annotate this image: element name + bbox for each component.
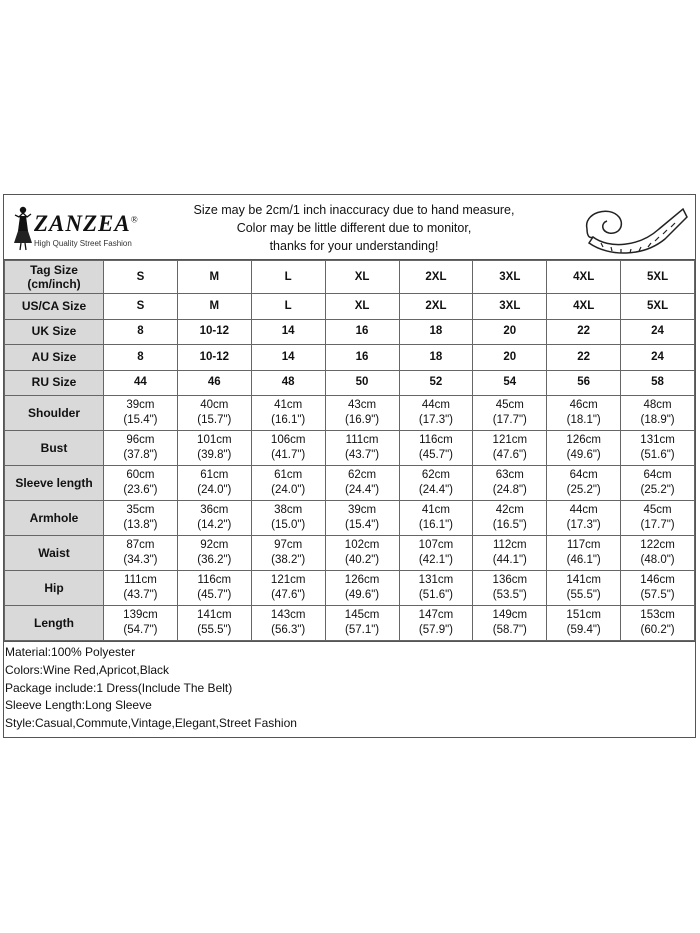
cm-value: 126cm: [344, 574, 380, 586]
cm-value: 147cm: [418, 609, 454, 621]
inch-value: (16.9"): [345, 414, 380, 426]
inch-value: (51.6"): [418, 589, 453, 601]
measurement-cell: [547, 501, 621, 536]
brand-logo: [8, 201, 158, 253]
cm-value: 111cm: [124, 574, 157, 586]
row-label: Waist: [5, 536, 104, 571]
measurement-cell: [251, 606, 325, 641]
cm-value: 87cm: [126, 539, 155, 551]
inch-value: (14.2"): [197, 519, 232, 531]
inch-value: (16.1"): [271, 414, 306, 426]
cm-value: 64cm: [643, 469, 672, 481]
cm-value: 97cm: [274, 539, 303, 551]
inch-value: (15.0"): [271, 519, 306, 531]
conversion-row: [5, 370, 695, 396]
inch-value: (57.9"): [418, 624, 453, 636]
row-label: Armhole: [5, 501, 104, 536]
size-header-cell: S: [104, 261, 178, 294]
inch-value: (15.7"): [197, 414, 232, 426]
inch-value: (24.0"): [271, 484, 306, 496]
measurement-cell: [399, 501, 473, 536]
inch-value: (18.1"): [566, 414, 601, 426]
cm-value: 35cm: [126, 504, 155, 516]
size-value-cell: 24: [621, 319, 695, 345]
measurement-cell: [473, 396, 547, 431]
inch-value: (49.6"): [566, 449, 601, 461]
measurement-cell: [473, 431, 547, 466]
measurement-cell: [177, 536, 251, 571]
size-value-cell: 22: [547, 345, 621, 371]
cm-value: 63cm: [495, 469, 524, 481]
material-line: Material:100% Polyester: [5, 645, 136, 659]
size-header-cell: XL: [325, 261, 399, 294]
measurement-cell: [104, 536, 178, 571]
measurement-cell: [325, 571, 399, 606]
size-value-cell: 24: [621, 345, 695, 371]
cm-value: 131cm: [640, 434, 675, 446]
size-chart: [3, 194, 696, 738]
measurement-cell: [177, 431, 251, 466]
cm-value: 36cm: [200, 504, 229, 516]
inch-value: (58.7"): [492, 624, 527, 636]
size-value-cell: 2XL: [399, 294, 473, 320]
inch-value: (47.6"): [492, 449, 527, 461]
product-info: [4, 641, 695, 737]
measurement-cell: [325, 431, 399, 466]
measurement-cell: [399, 466, 473, 501]
measurement-cell: [621, 431, 695, 466]
measurement-cell: [251, 396, 325, 431]
inch-value: (57.5"): [640, 589, 675, 601]
measurement-cell: [621, 571, 695, 606]
measurement-cell: [177, 606, 251, 641]
size-value-cell: L: [251, 294, 325, 320]
inch-value: (37.8"): [123, 449, 158, 461]
inch-value: (43.7"): [123, 589, 158, 601]
measurement-cell: [251, 571, 325, 606]
size-value-cell: M: [177, 294, 251, 320]
inch-value: (42.1"): [418, 554, 453, 566]
cm-value: 121cm: [492, 434, 528, 446]
size-value-cell: 5XL: [621, 294, 695, 320]
size-header-cell: 2XL: [399, 261, 473, 294]
size-value-cell: 16: [325, 319, 399, 345]
size-value-cell: 14: [251, 319, 325, 345]
inch-value: (16.1"): [418, 519, 453, 531]
inch-value: (54.7"): [123, 624, 158, 636]
notice-line: Color may be little different due to monitor,: [236, 221, 472, 235]
fashion-figure-icon: [10, 205, 36, 251]
inch-value: (17.7"): [640, 519, 675, 531]
measurement-cell: [621, 396, 695, 431]
cm-value: 43cm: [348, 399, 377, 411]
inch-value: (41.7"): [271, 449, 306, 461]
inch-value: (36.2"): [197, 554, 232, 566]
size-value-cell: 46: [177, 370, 251, 396]
measurement-cell: [251, 431, 325, 466]
measurement-row: [5, 571, 695, 606]
inch-value: (24.4"): [345, 484, 380, 496]
size-header-cell: 5XL: [621, 261, 695, 294]
measurement-cell: [473, 536, 547, 571]
cm-value: 61cm: [274, 469, 303, 481]
measurement-cell: [177, 466, 251, 501]
size-value-cell: 8: [104, 319, 178, 345]
size-value-cell: 3XL: [473, 294, 547, 320]
inch-value: (48.0"): [640, 554, 675, 566]
inch-value: (24.0"): [197, 484, 232, 496]
measurement-cell: [547, 606, 621, 641]
cm-value: 111cm: [345, 434, 379, 446]
size-value-cell: 50: [325, 370, 399, 396]
measurement-cell: [177, 396, 251, 431]
size-header-cell: 4XL: [547, 261, 621, 294]
size-header-cell: 3XL: [473, 261, 547, 294]
measurement-cell: [547, 396, 621, 431]
cm-value: 131cm: [418, 574, 454, 586]
size-value-cell: 10-12: [177, 319, 251, 345]
size-table: [4, 260, 695, 641]
row-label: UK Size: [5, 319, 104, 345]
cm-value: 96cm: [126, 434, 155, 446]
size-value-cell: 18: [399, 345, 473, 371]
tag-size-label-line: (cm/inch): [27, 277, 81, 291]
size-value-cell: 20: [473, 319, 547, 345]
measurement-cell: [399, 606, 473, 641]
size-header-cell: L: [251, 261, 325, 294]
cm-value: 102cm: [344, 539, 380, 551]
inch-value: (43.7"): [345, 449, 380, 461]
tag-size-label-line: Tag Size: [30, 263, 78, 277]
measurement-cell: [104, 466, 178, 501]
inch-value: (25.2"): [566, 484, 601, 496]
cm-value: 48cm: [643, 399, 672, 411]
measurement-cell: [399, 396, 473, 431]
conversion-row: [5, 345, 695, 371]
cm-value: 116cm: [419, 434, 453, 446]
cm-value: 44cm: [421, 399, 450, 411]
inch-value: (23.6"): [123, 484, 158, 496]
row-label: Hip: [5, 571, 104, 606]
inch-value: (47.6"): [271, 589, 306, 601]
measurement-cell: [251, 501, 325, 536]
size-value-cell: 52: [399, 370, 473, 396]
measurement-cell: [547, 431, 621, 466]
measurement-cell: [104, 396, 178, 431]
cm-value: 112cm: [492, 539, 527, 551]
size-value-cell: XL: [325, 294, 399, 320]
cm-value: 121cm: [270, 574, 306, 586]
size-value-cell: 56: [547, 370, 621, 396]
inch-value: (39.8"): [197, 449, 232, 461]
cm-value: 141cm: [566, 574, 601, 586]
measurement-cell: [177, 501, 251, 536]
size-value-cell: S: [104, 294, 178, 320]
cm-value: 143cm: [270, 609, 306, 621]
colors-line: Colors:Wine Red,Apricot,Black: [5, 662, 170, 677]
measurement-row: [5, 606, 695, 641]
inch-value: (51.6"): [640, 449, 675, 461]
measurement-cell: [621, 466, 695, 501]
row-label: Shoulder: [5, 396, 104, 431]
measurement-cell: [325, 501, 399, 536]
size-value-cell: 54: [473, 370, 547, 396]
row-label: Sleeve length: [5, 466, 104, 501]
measurement-cell: [621, 501, 695, 536]
size-value-cell: 22: [547, 319, 621, 345]
row-label: US/CA Size: [5, 294, 104, 320]
measurement-row: [5, 466, 695, 501]
measurement-cell: [547, 536, 621, 571]
size-value-cell: 58: [621, 370, 695, 396]
size-value-cell: 44: [104, 370, 178, 396]
measurement-cell: [547, 466, 621, 501]
inch-value: (46.1"): [566, 554, 601, 566]
tag-size-label: [5, 261, 104, 294]
measurement-cell: [104, 431, 178, 466]
measurement-cell: [399, 571, 473, 606]
cm-value: 41cm: [274, 399, 303, 411]
measuring-tape-icon: [579, 199, 689, 255]
inch-value: (34.3"): [123, 554, 158, 566]
cm-value: 136cm: [492, 574, 528, 586]
cm-value: 92cm: [200, 539, 229, 551]
cm-value: 62cm: [348, 469, 377, 481]
measurement-row: [5, 396, 695, 431]
measurement-cell: [325, 606, 399, 641]
brand-name: ZANZEA®: [34, 211, 139, 236]
cm-value: 42cm: [495, 504, 524, 516]
cm-value: 141cm: [197, 609, 232, 621]
measurement-cell: [251, 536, 325, 571]
measurement-cell: [547, 571, 621, 606]
measurement-cell: [325, 466, 399, 501]
cm-value: 45cm: [643, 504, 672, 516]
package-line: Package include:1 Dress(Include The Belt): [5, 680, 233, 695]
row-label: Bust: [5, 431, 104, 466]
measurement-cell: [473, 466, 547, 501]
inch-value: (45.7"): [197, 589, 232, 601]
inch-value: (15.4"): [345, 519, 380, 531]
inch-value: (38.2"): [271, 554, 306, 566]
cm-value: 153cm: [640, 609, 675, 621]
measurement-cell: [177, 571, 251, 606]
cm-value: 44cm: [569, 504, 598, 516]
inch-value: (13.8"): [123, 519, 158, 531]
cm-value: 126cm: [566, 434, 601, 446]
cm-value: 122cm: [640, 539, 675, 551]
size-value-cell: 20: [473, 345, 547, 371]
cm-value: 46cm: [569, 399, 598, 411]
inch-value: (59.4"): [566, 624, 601, 636]
cm-value: 38cm: [274, 504, 303, 516]
cm-value: 146cm: [640, 574, 675, 586]
chart-header: [4, 195, 695, 260]
notice-line: Size may be 2cm/1 inch inaccuracy due to hand measure,: [193, 203, 515, 217]
inch-value: (44.1"): [492, 554, 527, 566]
inch-value: (53.5"): [492, 589, 527, 601]
inch-value: (17.3"): [418, 414, 453, 426]
size-value-cell: 18: [399, 319, 473, 345]
measurement-notice: [174, 201, 534, 255]
size-value-cell: 48: [251, 370, 325, 396]
measurement-cell: [473, 501, 547, 536]
inch-value: (17.7"): [492, 414, 527, 426]
measurement-cell: [399, 536, 473, 571]
inch-value: (24.4"): [418, 484, 453, 496]
cm-value: 62cm: [421, 469, 450, 481]
size-value-cell: 8: [104, 345, 178, 371]
inch-value: (16.5"): [492, 519, 527, 531]
measurement-cell: [473, 606, 547, 641]
style-line: Style:Casual,Commute,Vintage,Elegant,Street Fashion: [5, 716, 297, 731]
inch-value: (56.3"): [271, 624, 306, 636]
inch-value: (17.3"): [566, 519, 601, 531]
measurement-cell: [104, 571, 178, 606]
cm-value: 60cm: [126, 469, 155, 481]
cm-value: 61cm: [200, 469, 229, 481]
inch-value: (55.5"): [197, 624, 232, 636]
inch-value: (18.9"): [640, 414, 675, 426]
measurement-cell: [621, 536, 695, 571]
row-label: RU Size: [5, 370, 104, 396]
measurement-cell: [104, 606, 178, 641]
inch-value: (55.5"): [566, 589, 601, 601]
tag-size-row: [5, 261, 695, 294]
cm-value: 101cm: [197, 434, 232, 446]
row-label: Length: [5, 606, 104, 641]
row-label: AU Size: [5, 345, 104, 371]
cm-value: 107cm: [418, 539, 454, 551]
cm-value: 45cm: [495, 399, 524, 411]
cm-value: 151cm: [566, 609, 601, 621]
cm-value: 41cm: [421, 504, 450, 516]
measurement-cell: [473, 571, 547, 606]
cm-value: 139cm: [123, 609, 158, 621]
cm-value: 39cm: [348, 504, 377, 516]
conversion-row: [5, 319, 695, 345]
measurement-cell: [621, 606, 695, 641]
inch-value: (57.1"): [345, 624, 380, 636]
inch-value: (40.2"): [345, 554, 380, 566]
measurement-cell: [325, 396, 399, 431]
cm-value: 39cm: [126, 399, 155, 411]
measurement-row: [5, 536, 695, 571]
size-value-cell: 16: [325, 345, 399, 371]
measurement-cell: [325, 536, 399, 571]
cm-value: 116cm: [197, 574, 232, 586]
measurement-row: [5, 501, 695, 536]
inch-value: (24.8"): [492, 484, 527, 496]
measurement-cell: [399, 431, 473, 466]
cm-value: 149cm: [492, 609, 528, 621]
measurement-cell: [104, 501, 178, 536]
sleeve-length-line: Sleeve Length:Long Sleeve: [5, 698, 152, 713]
cm-value: 117cm: [566, 539, 601, 551]
inch-value: (60.2"): [640, 624, 675, 636]
notice-line: thanks for your understanding!: [269, 239, 439, 253]
size-value-cell: 14: [251, 345, 325, 371]
size-value-cell: 4XL: [547, 294, 621, 320]
cm-value: 40cm: [200, 399, 229, 411]
inch-value: (15.4"): [123, 414, 158, 426]
inch-value: (49.6"): [345, 589, 380, 601]
conversion-row: [5, 294, 695, 320]
size-header-cell: M: [177, 261, 251, 294]
cm-value: 106cm: [270, 434, 306, 446]
measurement-row: [5, 431, 695, 466]
measurement-cell: [251, 466, 325, 501]
size-value-cell: 10-12: [177, 345, 251, 371]
cm-value: 145cm: [344, 609, 380, 621]
inch-value: (25.2"): [640, 484, 675, 496]
brand-tagline: High Quality Street Fashion: [34, 239, 132, 248]
inch-value: (45.7"): [418, 449, 453, 461]
cm-value: 64cm: [569, 469, 598, 481]
